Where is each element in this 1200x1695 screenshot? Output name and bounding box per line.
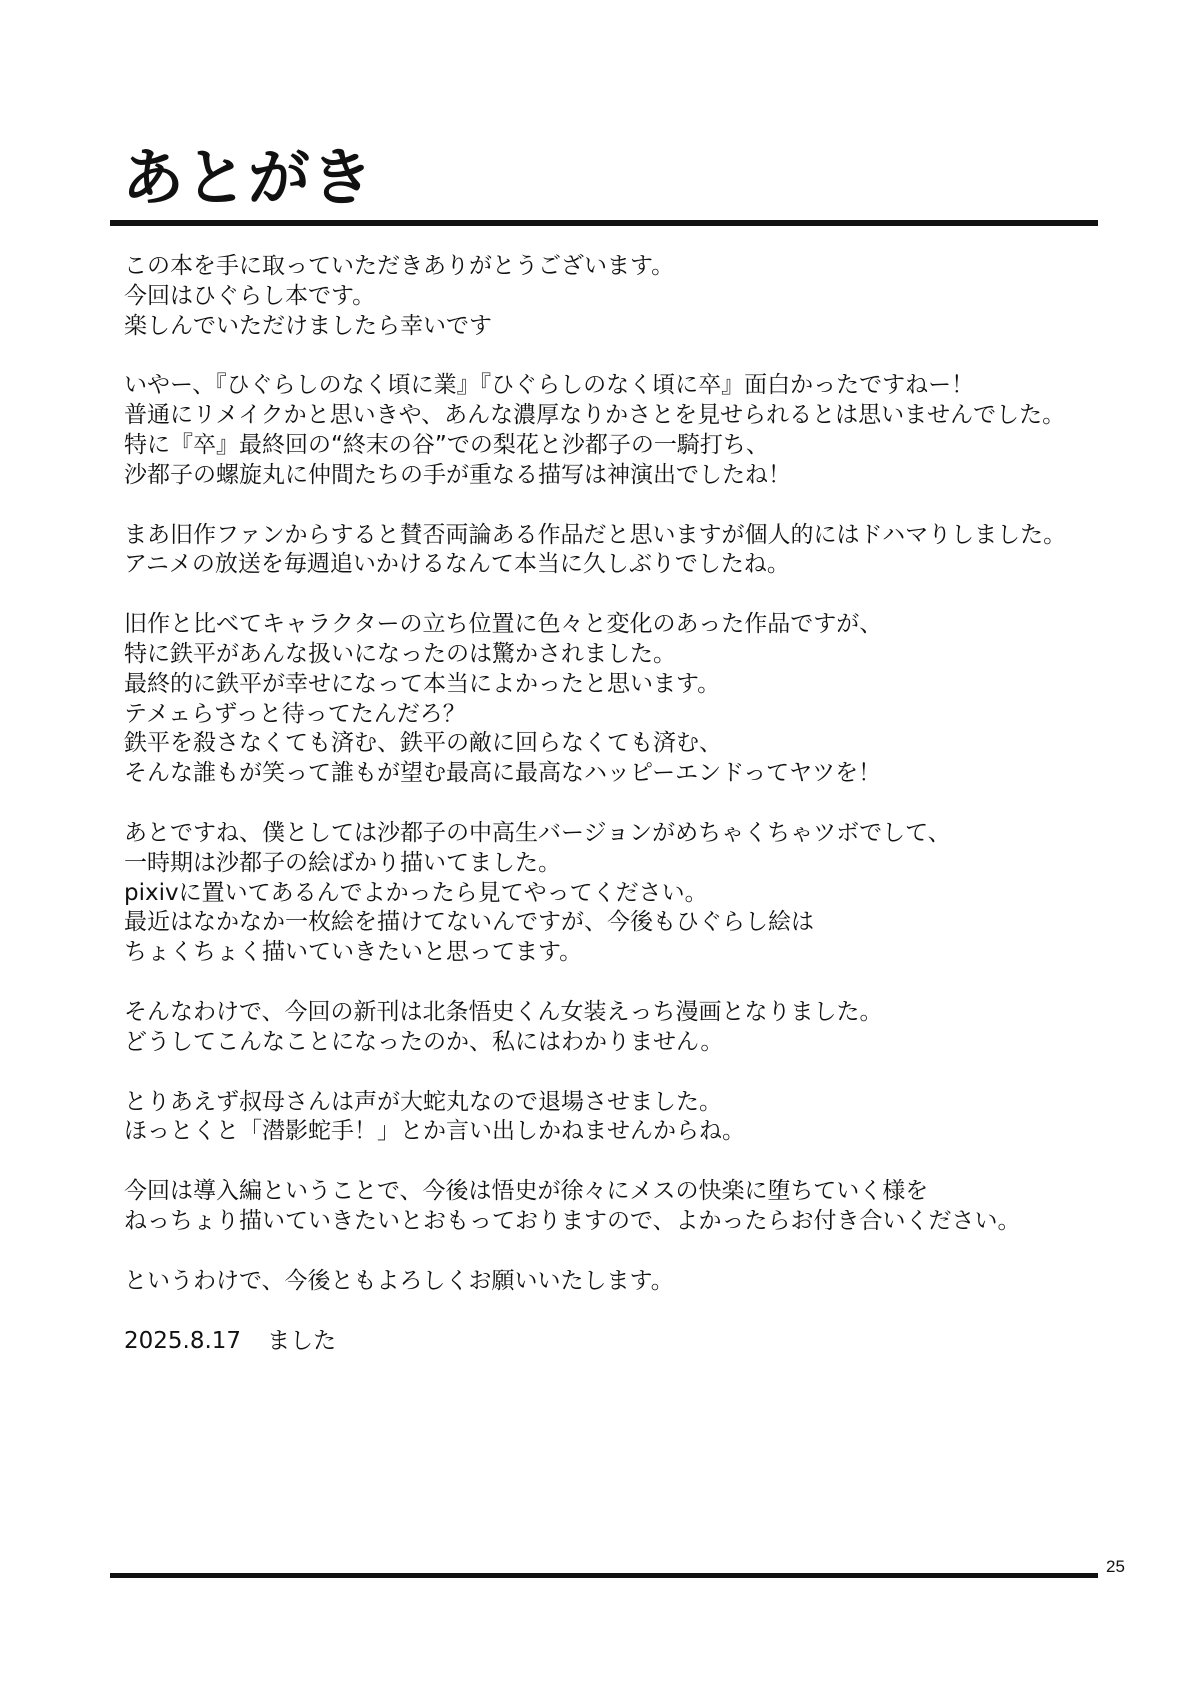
text-line: 特に鉄平があんな扱いになったのは驚かされました。 [124, 640, 676, 667]
paragraph-gap [124, 1237, 1094, 1267]
text-line: pixivに置いてあるんでよかったら見てやってください。 [124, 879, 708, 906]
text-line: 一時期は沙都子の絵ばかり描いてました。 [124, 849, 561, 876]
title-underline [110, 220, 1098, 226]
text-line: アニメの放送を毎週追いかけるなんて本当に久しぶりでしたね。 [124, 551, 790, 578]
text-line: ちょくちょく描いていきたいと思ってます。 [124, 939, 583, 966]
text-line: 今回はひぐらし本です。 [124, 282, 376, 309]
text-line: どうしてこんなことになったのか、私にはわかりません。 [124, 1028, 724, 1055]
page-number: 25 [1106, 1557, 1125, 1576]
text-line: テメェらずっと待ってたんだろ？ [124, 700, 466, 727]
paragraph-gap [124, 491, 1094, 521]
text-line: 楽しんでいただけましたら幸いです [124, 312, 492, 339]
text-line: この本を手に取っていただきありがとうございます。 [124, 253, 675, 279]
text-line: ほっとくと「潜影蛇手！」とか言い出しかねませんからね。 [124, 1118, 745, 1145]
text-line: いやー、『ひぐらしのなく頃に業』『ひぐらしのなく頃に卒』面白かったですねー！ [124, 372, 975, 399]
text-line: あとですね、僕としては沙都子の中高生バージョンがめちゃくちゃツボでして、 [124, 819, 951, 846]
signature [124, 1327, 1094, 1357]
paragraph [124, 1177, 1094, 1237]
signature-date: 2025.8.17 [124, 1327, 242, 1354]
signature-author: ました [267, 1327, 337, 1354]
paragraph-gap [124, 341, 1094, 371]
paragraph-gap [124, 1058, 1094, 1088]
text-line: そんな誰もが笑って誰もが望む最高に最高なハッピーエンドってヤツを！ [124, 760, 882, 787]
paragraph [124, 610, 1094, 789]
paragraph-gap [124, 968, 1094, 998]
paragraph [124, 1267, 1094, 1297]
text-line: ねっちょり描いていきたいとおもっておりますので、よかったらお付き合いください。 [124, 1207, 1021, 1234]
text-line: 鉄平を殺さなくても済む、鉄平の敵に回らなくても済む、 [124, 730, 722, 757]
paragraph [124, 252, 1094, 341]
paragraph [124, 371, 1094, 490]
text-line: 沙都子の螺旋丸に仲間たちの手が重なる描写は神演出でしたね！ [124, 461, 791, 488]
text-line: 旧作と比べてキャラクターの立ち位置に色々と変化のあった作品ですが、 [124, 611, 883, 638]
page-title: あとがき [122, 141, 375, 214]
text-line: 普通にリメイクかと思いきや、あんな濃厚なりかさとを見せられるとは思いませんでした。 [124, 402, 1066, 429]
text-line: というわけで、今後ともよろしくお願いいたします。 [124, 1267, 674, 1294]
text-line: 最終的に鉄平が幸せになって本当によかったと思います。 [124, 670, 721, 697]
text-line: 最近はなかなか一枚絵を描けてないんですが、今後もひぐらし絵は [124, 909, 814, 936]
text-line: とりあえず叔母さんは声が大蛇丸なので退場させました。 [124, 1088, 722, 1115]
paragraph-gap [124, 580, 1094, 610]
afterword-body [124, 252, 1094, 1356]
text-line: 今回は導入編ということで、今後は悟史が徐々にメスの快楽に堕ちていく様を [124, 1178, 929, 1205]
text-line: 特に『卒』最終回の“終末の谷”での梨花と沙都子の一騎打ち、 [124, 431, 769, 458]
paragraph-gap [124, 789, 1094, 819]
paragraph [124, 521, 1094, 581]
paragraph [124, 998, 1094, 1058]
paragraph-gap [124, 1147, 1094, 1177]
paragraph [124, 1088, 1094, 1148]
text-line: そんなわけで、今回の新刊は北条悟史くん女装えっち漫画となりました。 [124, 998, 883, 1025]
footer-rule [110, 1573, 1098, 1578]
text-line: まあ旧作ファンからすると賛否両論ある作品だと思いますが個人的にはドハマりしました。 [124, 521, 1067, 548]
paragraph [124, 819, 1094, 968]
